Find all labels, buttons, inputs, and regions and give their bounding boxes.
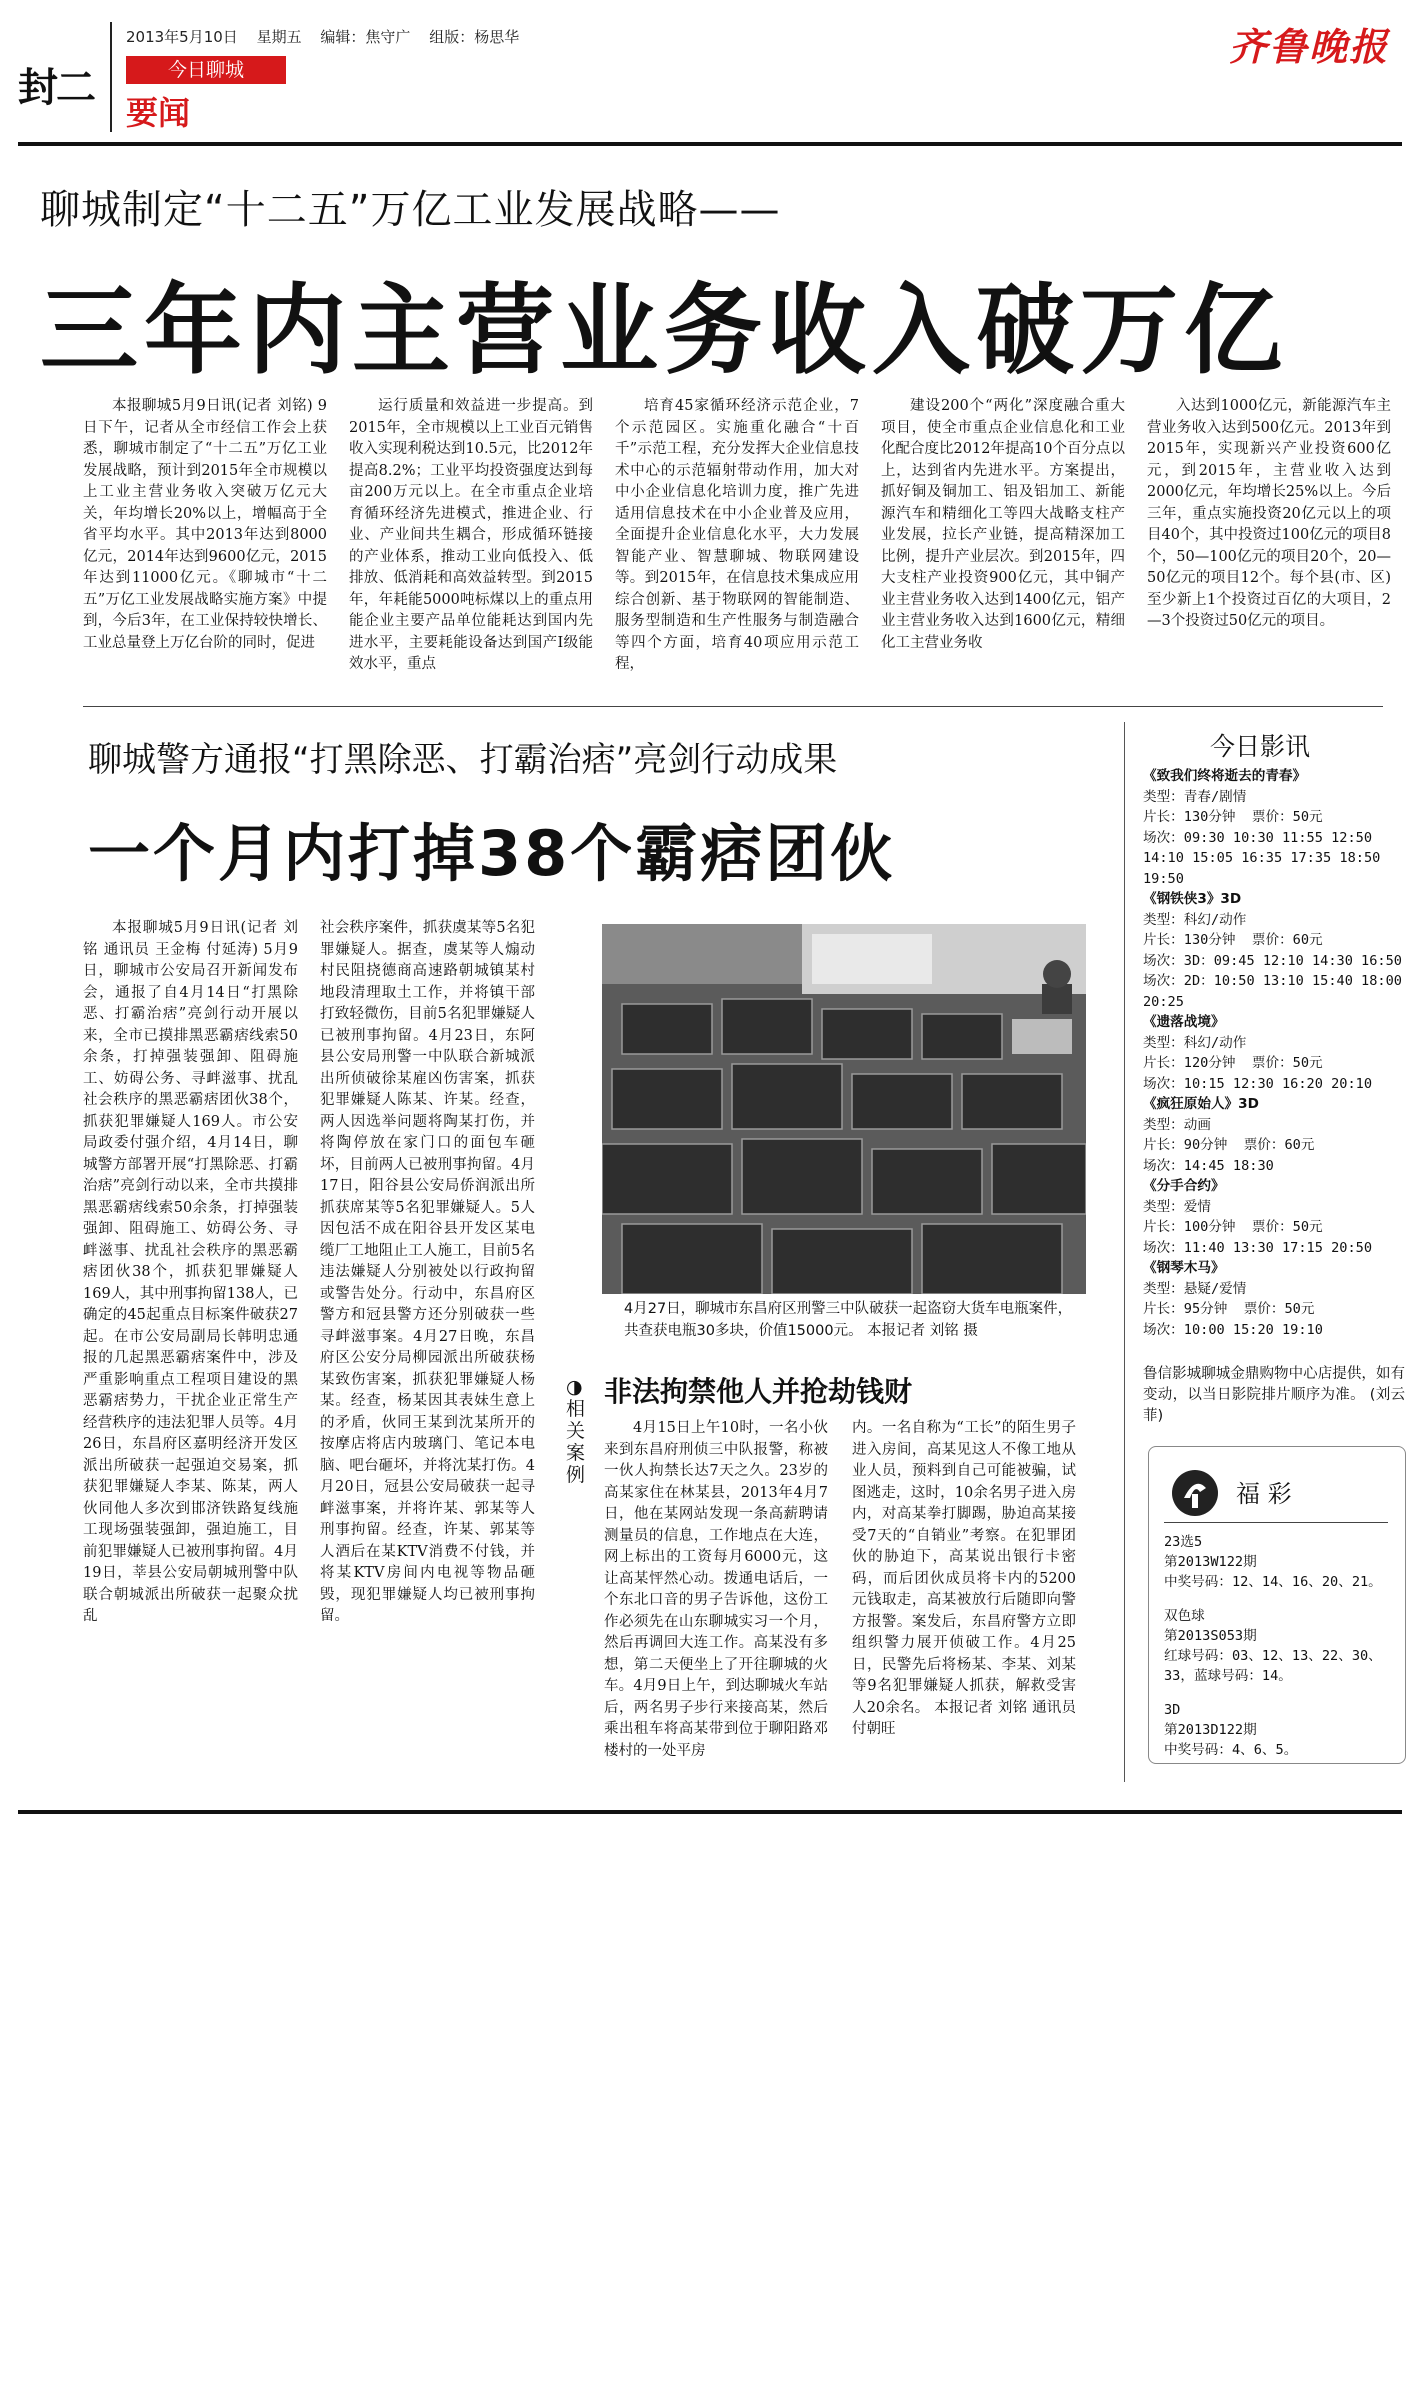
lottery-period: 第2013S053期 [1164,1628,1257,1644]
movie-name: 《致我们终将逝去的青春》 [1143,768,1307,784]
movie-price: 票价：50元 [1251,809,1323,825]
movie-name: 《分手合约》 [1143,1178,1225,1194]
movie-listings [1143,766,1405,1340]
movie-length: 片长：130分钟 [1143,932,1236,948]
movie-length-price [1143,807,1405,828]
story1-kicker: 聊城制定“十二五”万亿工业发展战略—— [40,187,781,233]
bottom-rule [18,1810,1402,1814]
lottery-game: 3D [1164,1702,1181,1718]
movie-times: 场次：3D：09:45 12:10 14:30 16:50 场次：2D：10:50 13:10 15:40 18:00 20:25 [1143,952,1402,1010]
movie-type: 类型：动画 [1143,1116,1211,1133]
movie-length: 片长：95分钟 [1143,1301,1228,1317]
movie-type: 类型：青春/剧情 [1143,788,1247,805]
movie-times: 场次：10:15 12:30 16:20 20:10 [1143,1075,1373,1092]
movie-length-price [1143,1053,1405,1074]
story1-column-2: 运行质量和效益进一步提高。到2015年，全市规模以上工业百元销售收入实现利税达到10.5元，比2012年提高8.2%；工业平均投资强度达到每亩200万元以上。在全市重点企业培育循环经济先进模式，推进企业、行业、产业间共生耦合，形成循环链接的产业体系，推动工业向低投入、低排放、低消耗和高效益转型。到2015年，年耗能5000吨标煤以上的重点用能企业主要产品单位能耗达到国内先进水平，主要耗能设备达到国产Ⅰ级能效水平，重点 [349,398,593,672]
issue-weekday: 星期五 [256,28,302,46]
story2-column-1: 本报聊城5月9日讯(记者 刘铭 通讯员 王金梅 付延涛) 5月9日，聊城市公安局召开新闻发布会，通报了自4月14日“打黑除恶、打霸治痞”亮剑行动开展以来，全市已摸排黑恶霸痞线索50余条，打掉强装强卸、阻碍施工、妨碍公务、寻衅滋事、扰乱社会秩序的黑恶霸痞团伙38个，抓获犯罪嫌疑人169人。市公安局政委付强介绍，4月14日，聊城警方部署开展“打黑除恶、打霸治痞”亮剑行动以来，全市共摸排黑恶霸痞线索50余条，打掉强装强卸、阻碍施工、妨碍公务、寻衅滋事、扰乱社会秩序的黑恶霸痞团伙38个，抓获犯罪嫌疑人169人，其中刑事拘留138人，已确定的45起重点目标案件破获27起。在市公安局副局长韩明忠通报的几起黑恶霸痞案件中，涉及严重影响重点工程项目建设的黑恶霸痞势力，干扰企业正常生产经营秩序的违法犯罪人员等。4月26日，东昌府区嘉明经济开发区派出所破获一起强迫交易案，抓获犯罪嫌疑人李某、陈某，两人伙同他人多次到邯济铁路复线施工现场强装强卸，强迫施工，目前犯罪嫌疑人已被刑事拘留。4月19日，莘县公安局朝城刑警中队联合朝城派出所破获一起聚众扰乱 [83,920,298,1624]
movie-item [1143,1012,1405,1094]
lottery-period: 第2013D122期 [1164,1722,1257,1738]
lottery-result: 红球号码：03、12、13、22、30、33，蓝球号码：14。 [1164,1648,1382,1684]
movie-length: 片长：100分钟 [1143,1219,1236,1235]
movie-item [1143,1258,1405,1340]
sidebar-note: 鲁信影城聊城金鼎购物中心店提供，如有变动，以当日影院排片顺序为准。 (刘云菲) [1143,1366,1405,1424]
layout-credit: 组版：杨思华 [429,28,520,46]
movie-name: 《钢铁侠3》3D [1143,891,1242,907]
movie-times: 场次：14:45 18:30 [1143,1157,1274,1174]
lottery-title: 福 彩 [1236,1480,1292,1508]
movie-name: 《遗落战境》 [1143,1014,1225,1030]
section-badge: 今日聊城 [126,56,286,84]
lottery-item [1164,1700,1400,1760]
movie-length: 片长：130分钟 [1143,809,1236,825]
story1-column-1: 本报聊城5月9日讯(记者 刘铭) 9日下午，记者从全市经信工作会上获悉，聊城市制定了“十二五”万亿工业发展战略，预计到2015年全市规模以上工业主营业务收入突破万亿元大关，年均增长20%以上，增幅高于全省平均水平。其中2013年达到8000亿元，2014年达到9600亿元，2015年达到11000亿元。《聊城市“十二五”万亿工业发展战略实施方案》中提到，今后3年，在工业保持较快增长、工业总量登上万亿台阶的同时，促进 [83,398,327,651]
movie-type: 类型：科幻/动作 [1143,911,1247,928]
subsection-title: 要闻 [126,94,191,132]
movie-type: 类型：科幻/动作 [1143,1034,1247,1051]
newspaper-logo: 齐鲁晚报 [1228,24,1389,69]
story2-headline: 一个月内打掉38个霸痞团伙 [88,817,896,890]
story1-column-3: 培育45家循环经济示范企业，7个示范园区。实施重化融合“十百千”示范工程，充分发挥大企业信息技术中心的示范辐射带动作用，加大对中小企业信息化培训力度，推广先进适用信息技术在中小企业普及应用，全面提升企业信息化水平，大力发展智能产业、智慧聊城、物联网建设等。到2015年，在信息技术集成应用综合创新、基于物联网的智能制造、服务型制造和生产性服务与制造融合等四个方面，培育40项应用示范工程， [615,398,859,672]
page-section-label: 封二 [18,65,94,111]
battery-pile-illustration [602,924,1086,1294]
movie-item [1143,1094,1405,1176]
header-meta [126,26,533,47]
lottery-divider [1164,1522,1388,1523]
related-case-label [566,1376,592,1486]
movie-item [1143,766,1405,889]
related-column-1: 4月15日上午10时，一名小伙来到东昌府刑侦三中队报警，称被一伙人拘禁长达7天之久。23岁的高某家住在林某县，2013年4月7日，他在某网站发现一条高薪聘请测量员的信息，工作地点在大连，网上标出的工资每月6000元，这让高某怦然心动。拨通电话后，一个东北口音的男子告诉他，这份工作必须先在山东聊城实习一个月，然后再调回大连工作。高某没有多想，第二天便坐上了开往聊城的火车。4月9日上午，到达聊城火车站后，两名男子步行来接高某，然后乘出租车将高某带到位于聊阳路邓楼村的一处平房 [604,1420,828,1759]
lottery-result: 中奖号码：4、6、5。 [1164,1742,1298,1758]
story2-kicker: 聊城警方通报“打黑除恶、打霸治痞”亮剑行动成果 [88,740,838,780]
lottery-results [1164,1532,1400,1760]
related-headline: 非法拘禁他人并抢劫钱财 [604,1375,913,1408]
sidebar-title: 今日影讯 [1210,732,1311,761]
movie-price: 票价：60元 [1251,932,1323,948]
sidebar-divider [1124,722,1125,1782]
lottery-game: 双色球 [1164,1608,1205,1624]
story-separator [83,706,1383,707]
lottery-item [1164,1532,1400,1592]
movie-times: 场次：11:40 13:30 17:15 20:50 [1143,1239,1373,1256]
related-column-2: 内。一名自称为“工长”的陌生男子进入房间，高某见这人不像工地从业人员，预料到自己可能被骗，试图逃走，这时，10余名男子进入房内，对高某拳打脚踢，胁迫高某接受7天的“自销业”考察。在犯罪团伙的胁迫下，高某说出银行卡密码，而后团伙成员将卡内的5200元钱取走，高某被放行后随即向警方报警。案发后，东昌府警方立即组织警力展开侦破工作。4月25日，民警先后将杨某、李某、刘某等9名犯罪嫌疑人抓获，解救受害人20余名。 本报记者 刘铭 通讯员 付朝旺 [852,1420,1076,1737]
lottery-item [1164,1606,1400,1686]
news-photo-batteries [602,924,1086,1294]
story2-column-2: 社会秩序案件，抓获虞某等5名犯罪嫌疑人。据查，虞某等人煽动村民阻挠德商高速路朝城镇某村地段清理取土工作，并将镇干部打致轻微伤，目前5名犯罪嫌疑人已被刑事拘留。4月23日，东阿县公安局刑警一中队联合新城派出所侦破徐某雇凶伤害案，抓获犯罪嫌疑人陈某、许某。经查，两人因选举问题将陶某打伤，并将陶停放在家门口的面包车砸坏，目前两人已被刑事拘留。4月17日，阳谷县公安局侨润派出所抓获席某等5名犯罪嫌疑人。5人因包活不成在阳谷县开发区某电缆厂工地阻止工人施工，目前5名违法嫌疑人分别被处以行政拘留或警告处分。行动中，东昌府区警方和冠县警方还分别破获一些寻衅滋事案。4月27日晚，东昌府区公安分局柳园派出所破获杨某致伤害案，抓获犯罪嫌疑人杨某。经查，杨某因其表妹生意上的矛盾，伙同王某到沈某所开的按摩店将店内玻璃门、笔记本电脑、吧台砸坏，并将沈某打伤。4月20日，冠县公安局破获一起寻衅滋事案，并将许某、郭某等人刑事拘留。经查，许某、郭某等人酒后在某KTV消费不付钱，并将某KTV房间内电视等物品砸毁，现犯罪嫌疑人均已被刑事拘留。 [320,920,535,1624]
lottery-period: 第2013W122期 [1164,1554,1257,1570]
related-bullet-icon: ◑ [566,1376,583,1398]
movie-length-price [1143,1217,1405,1238]
movie-length-price [1143,930,1405,951]
movie-length-price [1143,1135,1405,1156]
top-rule [18,142,1402,146]
lottery-game: 23选5 [1164,1534,1203,1550]
related-label-text: 相关案例 [566,1398,586,1486]
story1-headline: 三年内主营业务收入破万亿 [40,274,1289,388]
story1-column-5: 入达到1000亿元，新能源汽车主营业务收入达到500亿元。2013年到2015年，实现新兴产业投资600亿元，到2015年，主营业收入达到2000亿元，年均增长25%以上。今后三年，重点实施投资20亿元以上的项目40个，其中投资过100亿元的项目8个，50—100亿元的项目20个，20—50亿元的项目12个。每个县(市、区)至少新上1个投资过百亿的大项目，2—3个投资过50亿元的项目。 [1147,398,1391,629]
movie-name: 《钢琴木马》 [1143,1260,1225,1276]
lottery-logo-icon [1170,1468,1220,1518]
movie-price: 票价：50元 [1251,1055,1323,1071]
editor-credit: 编辑：焦守广 [320,28,411,46]
movie-times: 场次：09:30 10:30 11:55 12:50 14:10 15:05 16:35 17:35 18:50 19:50 [1143,829,1381,887]
movie-length-price [1143,1299,1405,1320]
photo-caption: 4月27日，聊城市东昌府区刑警三中队破获一起盗窃大货车电瓶案件，共查获电瓶30多块，价值15000元。 本报记者 刘铭 摄 [624,1301,1073,1339]
movie-item [1143,889,1405,1012]
issue-date: 2013年5月10日 [126,28,238,46]
movie-price: 票价：50元 [1251,1219,1323,1235]
header-divider [110,22,112,132]
movie-type: 类型：悬疑/爱情 [1143,1280,1247,1297]
movie-price: 票价：50元 [1243,1301,1315,1317]
movie-times: 场次：10:00 15:20 19:10 [1143,1321,1323,1338]
movie-length: 片长：120分钟 [1143,1055,1236,1071]
movie-price: 票价：60元 [1243,1137,1315,1153]
movie-length: 片长：90分钟 [1143,1137,1228,1153]
movie-type: 类型：爱情 [1143,1198,1211,1215]
movie-item [1143,1176,1405,1258]
story1-column-4: 建设200个“两化”深度融合重大项目，使全市重点企业信息化和工业化配合度比2012年提高10个百分点以上，达到省内先进水平。方案提出，抓好铜及铜加工、铝及铝加工、新能源汽车和精细化工等四大战略支柱产业发展，拉长产业链，提高精深加工比例，提升产业层次。到2015年，四大支柱产业投资900亿元，其中铜产业主营业务收入达到1400亿元，铝产业主营业务收入达到1600亿元，精细化工主营业务收 [881,398,1125,651]
lottery-result: 中奖号码：12、14、16、20、21。 [1164,1574,1382,1590]
movie-name: 《疯狂原始人》3D [1143,1096,1259,1112]
